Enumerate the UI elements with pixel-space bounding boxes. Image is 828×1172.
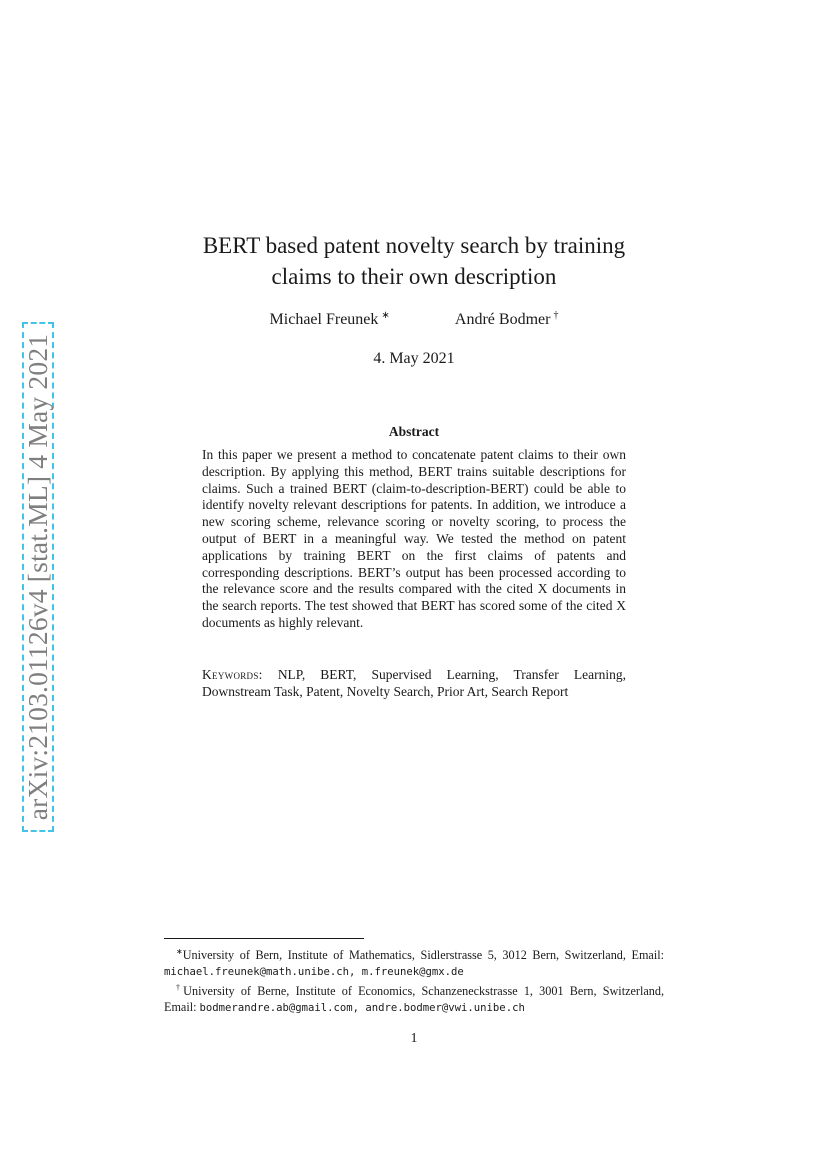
page-number: 1 — [410, 1031, 418, 1046]
keywords-list: NLP, BERT, Supervised Learning, Transfer Learning, Downstream Task, Patent, Novelty Search, Prior Art, Search Report — [202, 667, 626, 699]
footnote-affiliation: University of Bern, Institute of Mathematics, Sidlerstrasse 5, 3012 Bern, Switzerland, Email: — [182, 948, 664, 962]
footnote-emails[interactable]: bodmerandre.ab@gmail.com, andre.bodmer@vwi.unibe.ch — [199, 1002, 525, 1014]
author-footnote-mark: † — [553, 310, 559, 321]
title-line-1: BERT based patent novelty search by training — [202, 233, 626, 258]
footnotes — [164, 944, 664, 1016]
footnote-mark: † — [176, 983, 184, 992]
author-name: André Bodmer — [454, 311, 551, 328]
publication-date: 4. May 2021 — [373, 350, 455, 367]
footnote-rule — [164, 938, 364, 939]
footnote-affiliation: University of Berne, Institute of Economics, Schanzeneckstrasse 1, 3001 Bern, Switzerland, Email: — [164, 984, 664, 1014]
footnote — [164, 980, 664, 1016]
title-line-2: claims to their own description — [271, 264, 557, 289]
abstract-heading: Abstract — [388, 424, 440, 439]
footnote-mark: ∗ — [176, 947, 183, 956]
abstract-text: In this paper we present a method to concatenate patent claims to their own description. By applying this method, BERT trains suitable descriptions for claims. Such a trained BERT (claim-to-description-BERT) could be able to identify novelty relevant descriptions for patents. In addition, we introduce a new scoring scheme, relevance scoring or novelty scoring, to process the output of BERT in a meaningful way. We tested the method on patent applications by training BERT on the first claims of patents and corresponding descriptions. BERT’s output has been processed according to the relevance score and the results compared with the cited X documents in the search reports. The test showed that BERT has scored some of the cited X documents as highly relevant. — [202, 447, 626, 630]
footnote — [164, 944, 664, 980]
footnote-emails[interactable]: michael.freunek@math.unibe.ch, m.freunek@gmx.de — [164, 966, 464, 978]
paper-title — [0, 230, 828, 292]
arxiv-stamp: arXiv:2103.01126v4 [stat.ML] 4 May 2021 — [22, 333, 53, 821]
keywords-label: Keywords: — [202, 667, 263, 682]
keywords — [202, 667, 626, 701]
author-footnote-mark: ∗ — [381, 310, 390, 321]
author-name: Michael Freunek — [269, 311, 379, 328]
author-list — [0, 310, 828, 329]
